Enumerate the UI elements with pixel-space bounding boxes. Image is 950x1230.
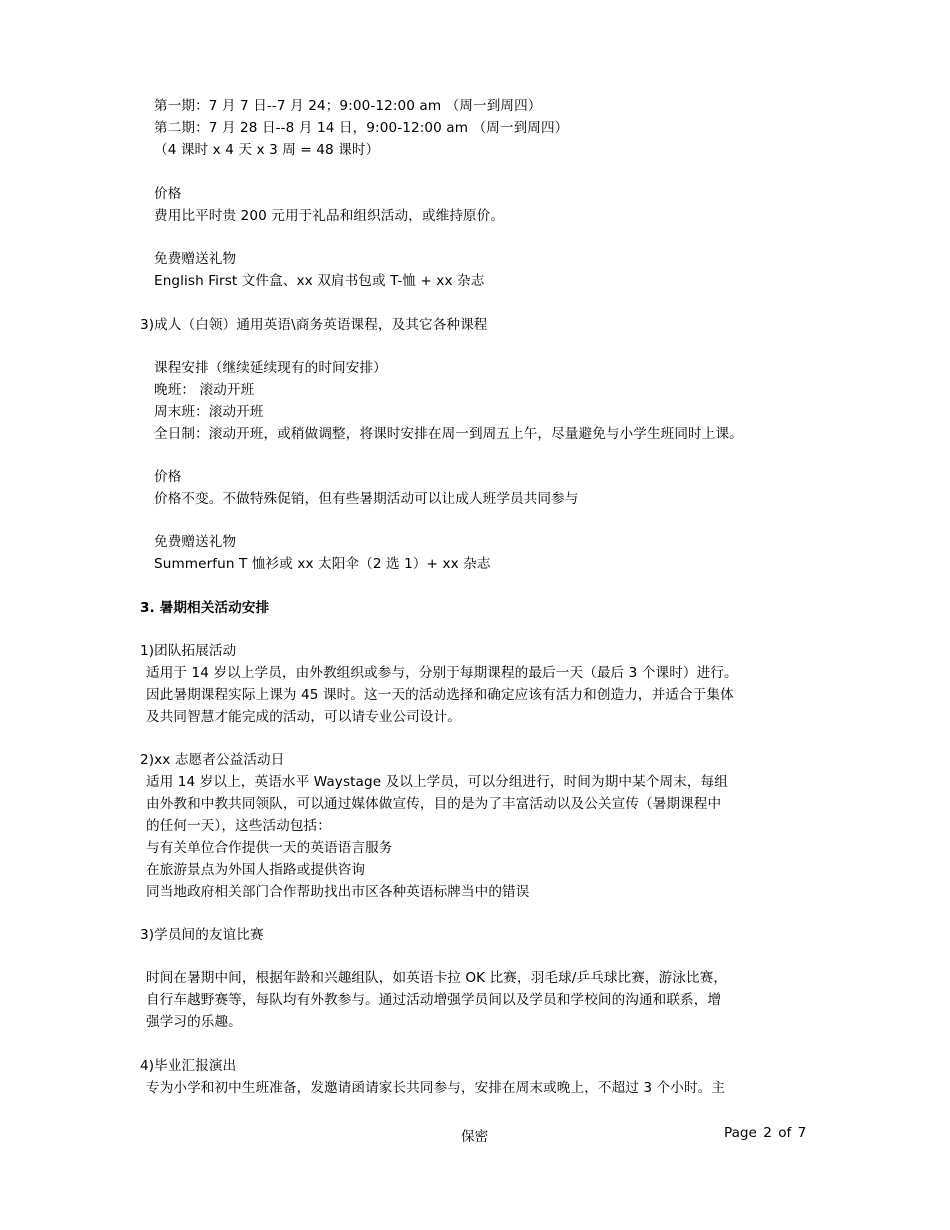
activity-2-line: 同当地政府相关部门合作帮助找出市区各种英语标牌当中的错误 bbox=[146, 884, 530, 900]
activity-3-line: 自行车越野赛等，每队均有外教参与。通过活动增强学员间以及学员和学校间的沟通和联系，增 bbox=[146, 992, 722, 1008]
activity-3-heading: 3)学员间的友谊比赛 bbox=[140, 927, 264, 943]
activity-1-heading: 1)团队拓展活动 bbox=[140, 643, 237, 659]
price-text: 费用比平时贵 200 元用于礼品和组织活动，或维持原价。 bbox=[154, 208, 505, 224]
adult-gift-heading: 免费赠送礼物 bbox=[154, 534, 237, 550]
activity-2-line: 由外教和中教共同领队，可以通过媒体做宣传，目的是为了丰富活动以及公关宣传（暑期课程中 bbox=[146, 796, 722, 812]
gift-heading: 免费赠送礼物 bbox=[154, 251, 237, 267]
activity-1-line: 适用于 14 岁以上学员，由外教组织或参与，分别于每期课程的最后一天（最后 3 个课时）进行。 bbox=[146, 665, 738, 681]
fulltime-class: 全日制：滚动开班，或稍做调整，将课时安排在周一到周五上午，尽量避免与小学生班同时上课。 bbox=[154, 426, 743, 442]
evening-class: 晚班： 滚动开班 bbox=[154, 382, 255, 398]
activity-1-line: 及共同智慧才能完成的活动，可以请专业公司设计。 bbox=[146, 709, 461, 725]
activity-2-line: 的任何一天），这些活动包括： bbox=[146, 818, 331, 834]
adult-courses-heading: 3)成人（白领）通用英语\商务英语课程，及其它各种课程 bbox=[140, 317, 488, 333]
adult-schedule-heading: 课程安排（继续延续现有的时间安排） bbox=[154, 360, 387, 376]
activity-4-heading: 4)毕业汇报演出 bbox=[140, 1058, 237, 1074]
activity-4-line: 专为小学和初中生班准备，发邀请函请家长共同参与，安排在周末或晚上，不超过 3 个小时。主 bbox=[146, 1080, 726, 1096]
weekend-class: 周末班：滚动开班 bbox=[154, 404, 264, 420]
footer-page-number: Page 2 of 7 bbox=[724, 1125, 807, 1141]
hours-note: （4 课时 x 4 天 x 3 周 = 48 课时） bbox=[154, 142, 380, 158]
price-heading: 价格 bbox=[154, 186, 182, 202]
activity-3-line: 强学习的乐趣。 bbox=[146, 1014, 242, 1030]
term-1-schedule: 第一期：7 月 7 日--7 月 24；9:00-12:00 am （周一到周四） bbox=[154, 98, 542, 114]
activity-2-line: 适用 14 岁以上，英语水平 Waystage 及以上学员，可以分组进行，时间为期中某个周末，每组 bbox=[146, 774, 728, 790]
term-2-schedule: 第二期：7 月 28 日--8 月 14 日，9:00-12:00 am （周一到周四） bbox=[154, 120, 569, 136]
adult-price-heading: 价格 bbox=[154, 469, 182, 485]
adult-price-text: 价格不变。不做特殊促销，但有些暑期活动可以让成人班学员共同参与 bbox=[154, 491, 579, 507]
activity-2-line: 在旅游景点为外国人指路或提供咨询 bbox=[146, 862, 366, 878]
activity-2-heading: 2)xx 志愿者公益活动日 bbox=[140, 752, 285, 768]
activity-3-line: 时间在暑期中间，根据年龄和兴趣组队，如英语卡拉 OK 比赛，羽毛球/乒乓球比赛，游泳比赛， bbox=[146, 970, 728, 986]
footer-confidential: 保密 bbox=[461, 1129, 489, 1145]
activity-2-line: 与有关单位合作提供一天的英语语言服务 bbox=[146, 840, 393, 856]
activity-1-line: 因此暑期课程实际上课为 45 课时。这一天的活动选择和确定应该有活力和创造力，并适合于集体 bbox=[146, 687, 734, 703]
activities-section-heading: 3. 暑期相关活动安排 bbox=[140, 600, 270, 616]
gift-text: English First 文件盒、xx 双肩书包或 T-恤 + xx 杂志 bbox=[154, 273, 485, 289]
adult-gift-text: Summerfun T 恤衫或 xx 太阳伞（2 选 1）+ xx 杂志 bbox=[154, 556, 491, 572]
